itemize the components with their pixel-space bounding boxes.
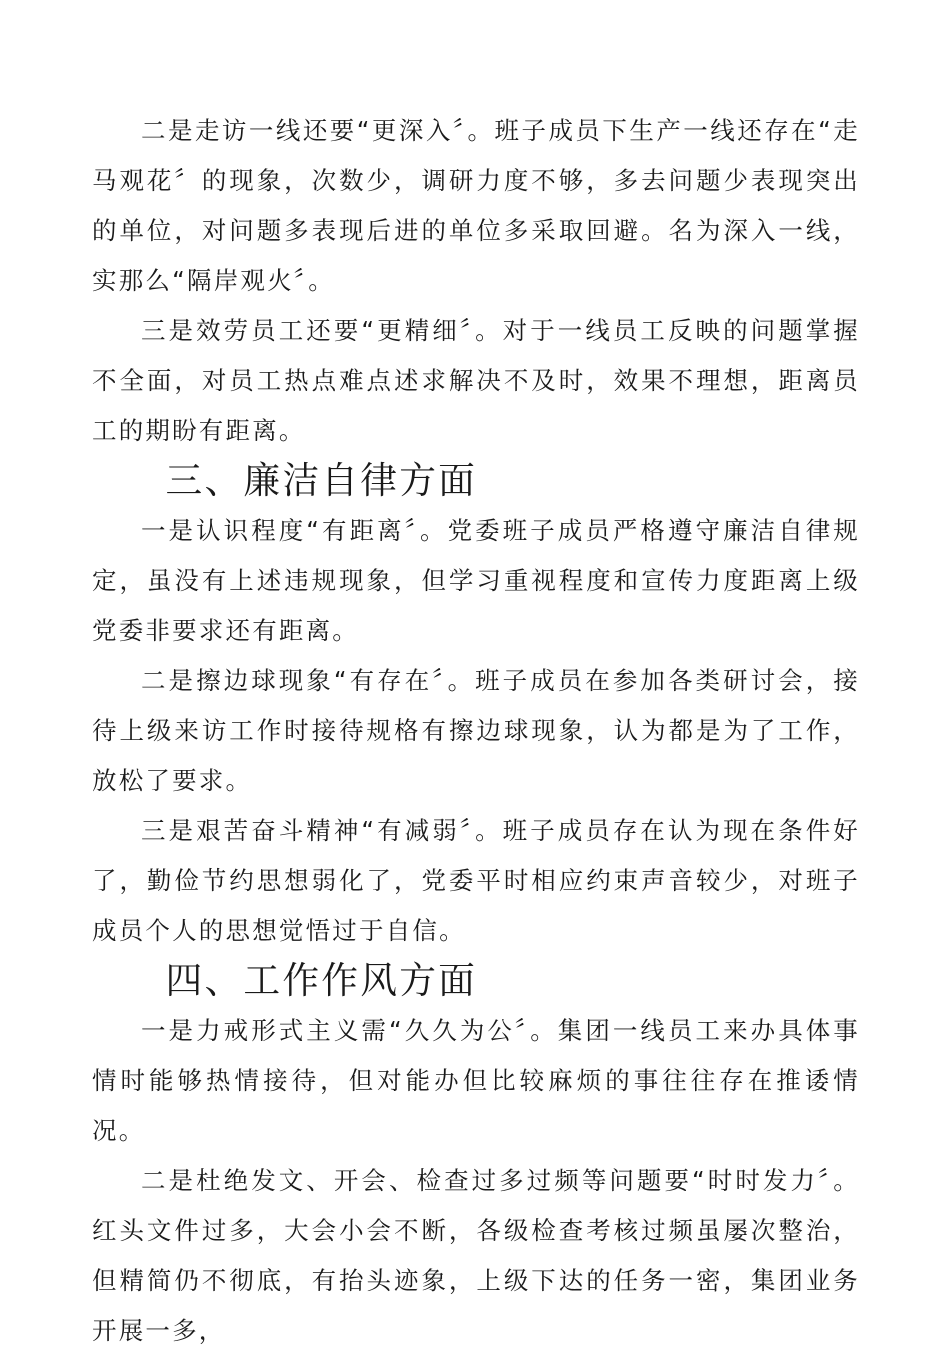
paragraph-documents-meetings: 二是杜绝发文、开会、检查过多过频等问题要“时时发力〞。红头文件过多，大会小会不断，各级检查考核过频虽屡次整治，但精简仍不彻底，有抬头迹象，上级下达的任务一密，集团业务开展一多， [92, 1166, 860, 1345]
paragraph-visit-frontline: 二是走访一线还要“更深入〞。班子成员下生产一线还存在“走马观花〞的现象，次数少，调研力度不够，多去问题少表现突出的单位，对问题多表现后进的单位多采取回避。名为深入一线，实那么“隔岸观火〞。 [92, 116, 860, 295]
paragraph-formalism: 一是力戒形式主义需“久久为公〞。集团一线员工来办具体事情时能够热情接待，但对能办但比较麻烦的事往往存在推诿情况。 [92, 1016, 860, 1145]
section-heading-integrity: 三、廉洁自律方面 [165, 459, 478, 502]
paragraph-edge-ball: 二是擦边球现象“有存在〞。班子成员在参加各类研讨会，接待上级来访工作时接待规格有擦边球现象，认为都是为了工作，放松了要求。 [92, 666, 860, 795]
document-body [92, 106, 860, 1356]
paragraph-serve-employees: 三是效劳员工还要“更精细〞。对于一线员工反映的问题掌握不全面，对员工热点难点述求解决不及时，效果不理想，距离员工的期盼有距离。 [92, 316, 860, 445]
paragraph-awareness-level: 一是认识程度“有距离〞。党委班子成员严格遵守廉洁自律规定，虽没有上述违规现象，但学习重视程度和宣传力度距离上级党委非要求还有距离。 [92, 516, 860, 645]
section-heading-work-style: 四、工作作风方面 [165, 959, 478, 1002]
paragraph-hard-work-spirit: 三是艰苦奋斗精神“有减弱〞。班子成员存在认为现在条件好了，勤俭节约思想弱化了，党委平时相应约束声音较少，对班子成员个人的思想觉悟过于自信。 [92, 816, 860, 945]
